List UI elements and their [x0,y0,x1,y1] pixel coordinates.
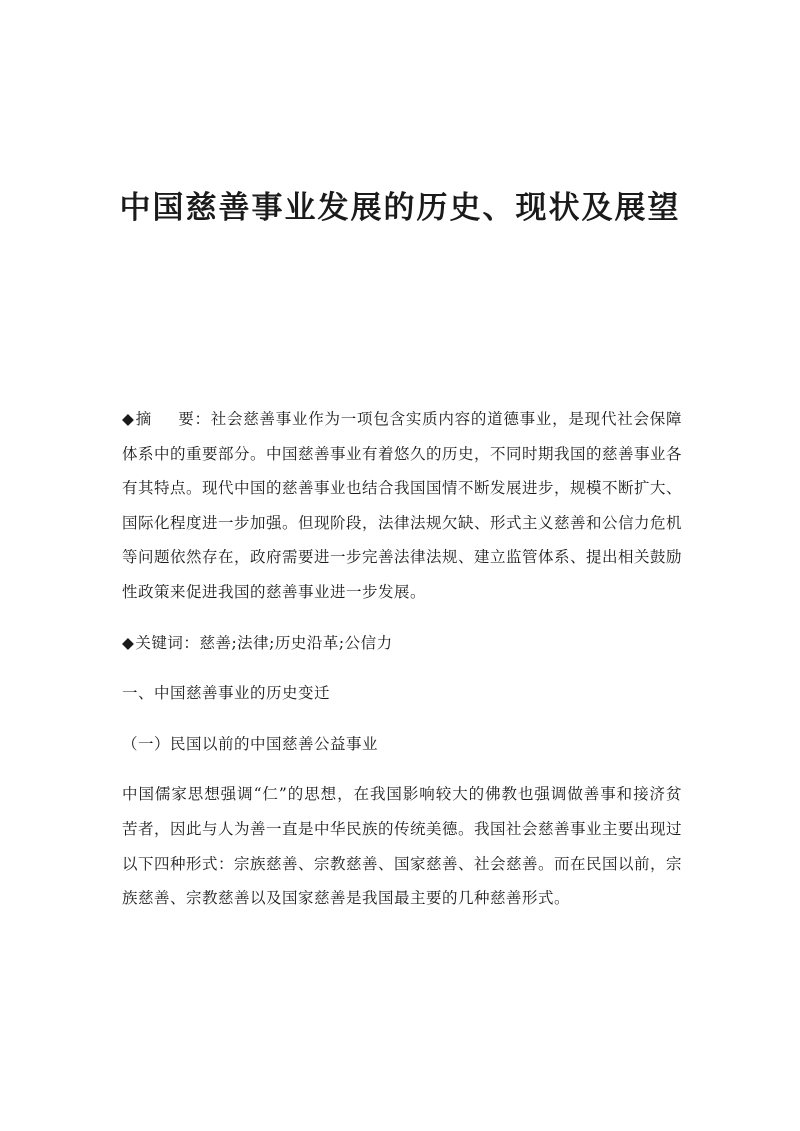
document-title: 中国慈善事业发展的历史、现状及展望 [119,190,681,226]
abstract-paragraph [122,402,682,610]
diamond-bullet-icon: ◆ [122,410,135,428]
keywords-label: 关键词： [135,633,200,652]
document-body [122,402,682,916]
abstract-label-b: 要： [177,410,211,428]
section-heading: 一、中国慈善事业的历史变迁 [122,684,331,703]
keywords-text: 慈善;法律;历史沿革;公信力 [199,633,393,652]
abstract-text: 社会慈善事业作为一项包含实质内容的道德事业，是现代社会保障体系中的重要部分。中国慈善事业有着悠久的历史，不同时期我国的慈善事业各有其特点。现代中国的慈善事业也结合我国国情不断发展进步，规模不断扩大、国际化程度进一步加强。但现阶段，法律法规欠缺、形式主义慈善和公信力危机等问题依然存在，政府需要进一步完善法律法规、建立监管体系、提出相关鼓励性政策来促进我国的慈善事业进一步发展。 [122,410,683,601]
subsection-heading: （一）民国以前的中国慈善公益事业 [122,734,379,753]
keywords-paragraph [122,626,682,661]
abstract-label-a: 摘 [135,410,152,428]
body-paragraph: 中国儒家思想强调“仁”的思想，在我国影响较大的佛教也强调做善事和接济贫苦者，因此与人为善一直是中华民族的传统美德。我国社会慈善事业主要出现过以下四种形式：宗族慈善、宗教慈善、国家慈善、社会慈善。而在民国以前，宗族慈善、宗教慈善以及国家慈善是我国最主要的几种慈善形式。 [122,785,683,908]
diamond-bullet-icon: ◆ [122,633,135,652]
